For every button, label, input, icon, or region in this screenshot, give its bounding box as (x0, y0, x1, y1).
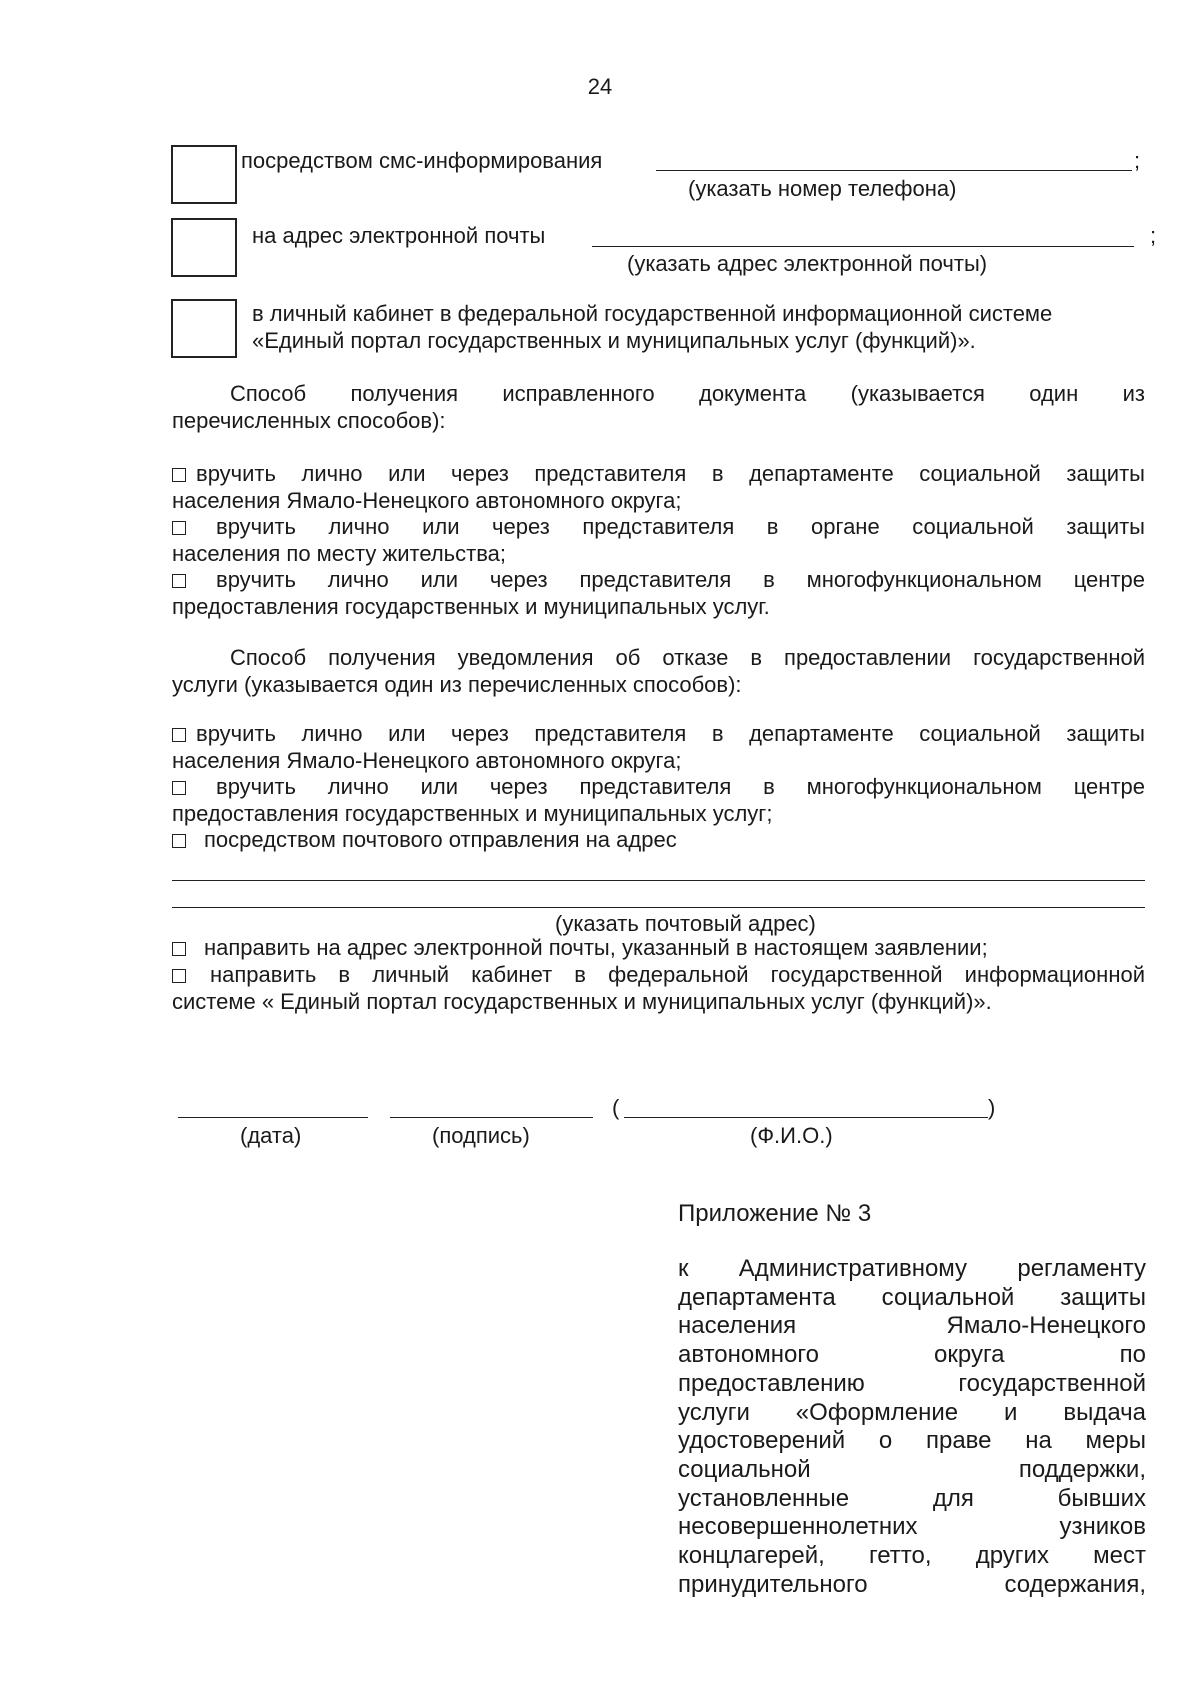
cabinet-text (252, 300, 1147, 354)
signature-field[interactable] (390, 1117, 593, 1118)
appendix-line-4: автономного округа по (678, 1341, 1146, 1369)
phone-hint: (указать номер телефона) (688, 176, 957, 201)
corrected-option-2-line-2: населения по месту жительства; (172, 541, 506, 566)
appendix-line-9: установленные для бывших (678, 1484, 1146, 1512)
appendix-line-11: концлагерей, гетто, других мест (678, 1542, 1146, 1570)
postal-address-field-2[interactable] (172, 907, 1145, 908)
appendix-line-12: принудительного содержания, (678, 1570, 1146, 1598)
email-label: на адрес электронной почты (252, 223, 546, 248)
corrected-intro-line-2: перечисленных способов): (172, 408, 446, 433)
corrected-option-1-line-2: населения Ямало-Ненецкого автономного округа; (172, 488, 682, 513)
refusal-email-checkbox[interactable] (172, 942, 186, 956)
refusal-option-1-line-1: вручить лично или через представителя в департаменте социальной защиты (196, 721, 1145, 746)
sms-checkbox[interactable] (171, 145, 237, 204)
appendix-line-2: департамента социальной защиты (678, 1283, 1146, 1311)
email-checkbox[interactable] (171, 218, 237, 277)
refusal-option-1-line-2: населения Ямало-Ненецкого автономного округа; (172, 748, 682, 773)
corrected-option-3-line-1: вручить лично или через представителя в многофункциональном центре (216, 567, 1145, 592)
refusal-email-option (172, 934, 1145, 961)
refusal-option-2-line-2: предоставления государственных и муниципальных услуг; (172, 801, 773, 826)
email-end: ; (1150, 223, 1157, 248)
refusal-intro (172, 644, 1145, 698)
postal-address-field-1[interactable] (172, 880, 1145, 881)
refusal-cabinet-option (172, 961, 1145, 1015)
appendix-line-8: социальной поддержки, (678, 1455, 1146, 1483)
corrected-doc-intro (172, 380, 1145, 434)
refusal-email-label: направить на адрес электронной почты, указанный в настоящем заявлении; (204, 935, 988, 960)
refusal-cabinet-checkbox[interactable] (172, 969, 186, 983)
cabinet-line-1: в личный кабинет в федеральной государственной информационной системе (252, 301, 1053, 326)
refusal-option-2 (172, 773, 1145, 827)
corrected-option-2-line-1: вручить лично или через представителя в органе социальной защиты (216, 514, 1145, 539)
appendix-line-1: к Административному регламенту (678, 1255, 1146, 1282)
date-field[interactable] (178, 1117, 368, 1118)
refusal-option-3-checkbox[interactable] (172, 834, 186, 848)
name-paren-open: ( (612, 1095, 620, 1120)
cabinet-checkbox[interactable] (171, 299, 237, 358)
corrected-option-2-checkbox[interactable] (172, 521, 186, 535)
refusal-intro-line-2: услуги (указывается один из перечисленных способов): (172, 672, 742, 697)
refusal-option-3 (172, 826, 1145, 853)
name-paren-close: ) (988, 1095, 996, 1120)
refusal-option-2-line-1: вручить лично или через представителя в многофункциональном центре (216, 774, 1145, 799)
phone-field[interactable] (656, 170, 1132, 171)
corrected-intro-line-1: Способ получения исправленного документа (указывается один из (230, 381, 1145, 406)
appendix-line-10: несовершеннолетних узников (678, 1513, 1146, 1541)
sms-label: посредством смс-информирования (241, 148, 603, 173)
corrected-option-3-checkbox[interactable] (172, 574, 186, 588)
email-field[interactable] (592, 246, 1134, 247)
refusal-option-3-line-1: посредством почтового отправления на адрес (204, 827, 677, 852)
signature-label: (подпись) (432, 1123, 530, 1148)
corrected-option-2 (172, 513, 1145, 567)
refusal-cabinet-line-1: направить в личный кабинет в федеральной государственной информационной (210, 962, 1145, 987)
refusal-option-1 (172, 720, 1145, 774)
postal-hint: (указать почтовый адрес) (555, 911, 816, 936)
date-label: (дата) (240, 1123, 302, 1148)
refusal-option-1-checkbox[interactable] (172, 728, 186, 742)
corrected-option-3 (172, 566, 1145, 620)
corrected-option-1 (172, 460, 1145, 514)
refusal-intro-line-1: Способ получения уведомления об отказе в предоставлении государственной (230, 645, 1145, 670)
appendix-line-7: удостоверений о праве на меры (678, 1427, 1146, 1455)
corrected-option-1-line-1: вручить лично или через представителя в департаменте социальной защиты (196, 461, 1145, 486)
appendix-body (678, 1255, 1146, 1599)
refusal-cabinet-line-2: системе « Единый портал государственных и муниципальных услуг (функций)». (172, 989, 992, 1014)
name-field[interactable] (624, 1117, 988, 1118)
appendix-line-6: услуги «Оформление и выдача (678, 1398, 1146, 1426)
sms-end: ; (1134, 148, 1141, 173)
email-hint: (указать адрес электронной почты) (627, 251, 988, 276)
refusal-option-2-checkbox[interactable] (172, 781, 186, 795)
cabinet-line-2: «Единый портал государственных и муниципальных услуг (функций)». (252, 328, 976, 353)
corrected-option-1-checkbox[interactable] (172, 468, 186, 482)
page-number: 24 (587, 74, 613, 99)
name-label: (Ф.И.О.) (750, 1123, 833, 1148)
appendix-title: Приложение № 3 (678, 1200, 872, 1227)
appendix-line-3: населения Ямало-Ненецкого (678, 1312, 1146, 1340)
corrected-option-3-line-2: предоставления государственных и муниципальных услуг. (172, 594, 770, 619)
appendix-line-5: предоставлению государственной (678, 1369, 1146, 1397)
